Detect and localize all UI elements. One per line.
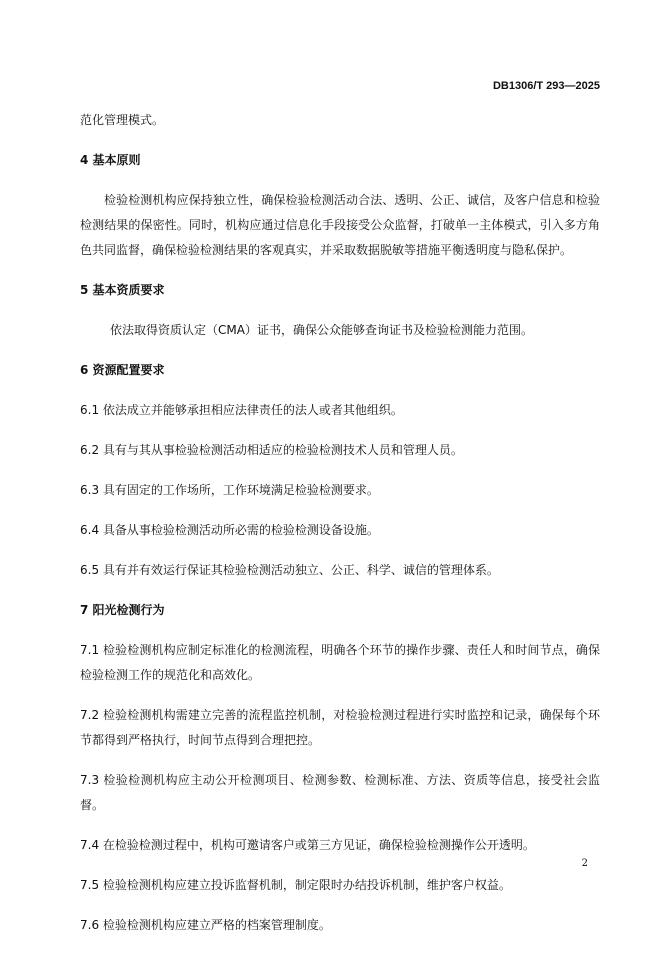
page-content [80, 108, 600, 953]
clause: 7.6 检验检测机构应建立严格的档案管理制度。 [80, 918, 331, 932]
page-number: 2 [581, 858, 588, 869]
clause: 6.4 具备从事检验检测活动所必需的检验检测设备设施。 [80, 523, 379, 537]
section-heading: 5 基本资质要求 [80, 283, 165, 297]
clause: 6.5 具有并有效运行保证其检验检测活动独立、公正、科学、诚信的管理体系。 [80, 563, 499, 577]
clause: 7.4 在检验检测过程中，机构可邀请客户或第三方见证，确保检验检测操作公开透明。 [80, 838, 535, 852]
clause: 7.1 检验检测机构应制定标准化的检测流程，明确各个环节的操作步骤、责任人和时间节点，确保检验检测工作的规范化和高效化。 [80, 643, 600, 682]
clause: 7.5 检验检测机构应建立投诉监督机制，制定限时办结投诉机制，维护客户权益。 [80, 878, 511, 892]
doc-code: DB1306/T 293—2025 [492, 80, 600, 92]
clause: 6.3 具有固定的工作场所，工作环境满足检验检测要求。 [80, 483, 379, 497]
paragraph: 检验检测机构应保持独立性，确保检验检测活动合法、透明、公正、诚信，及客户信息和检验检测结果的保密性。同时，机构应通过信息化手段接受公众监督，打破单一主体模式，引入多方角色共同监督，确保检验检测结果的客观真实，并采取数据脱敏等措施平衡透明度与隐私保护。 [80, 193, 600, 257]
section-heading: 6 资源配置要求 [80, 363, 165, 377]
clause: 6.2 具有与其从事检验检测活动相适应的检验检测技术人员和管理人员。 [80, 443, 463, 457]
paragraph: 范化管理模式。 [80, 113, 165, 127]
section-heading: 4 基本原则 [80, 153, 141, 167]
clause: 6.1 依法成立并能够承担相应法律责任的法人或者其他组织。 [80, 403, 403, 417]
section-heading: 7 阳光检测行为 [80, 603, 165, 617]
clause: 7.2 检验检测机构需建立完善的流程监控机制，对检验检测过程进行实时监控和记录，确保每个环节都得到严格执行，时间节点得到合理把控。 [80, 708, 600, 747]
paragraph: 依法取得资质认定（CMA）证书，确保公众能够查询证书及检验检测能力范围。 [110, 323, 533, 337]
clause: 7.3 检验检测机构应主动公开检测项目、检测参数、检测标准、方法、资质等信息，接受社会监督。 [80, 773, 600, 812]
